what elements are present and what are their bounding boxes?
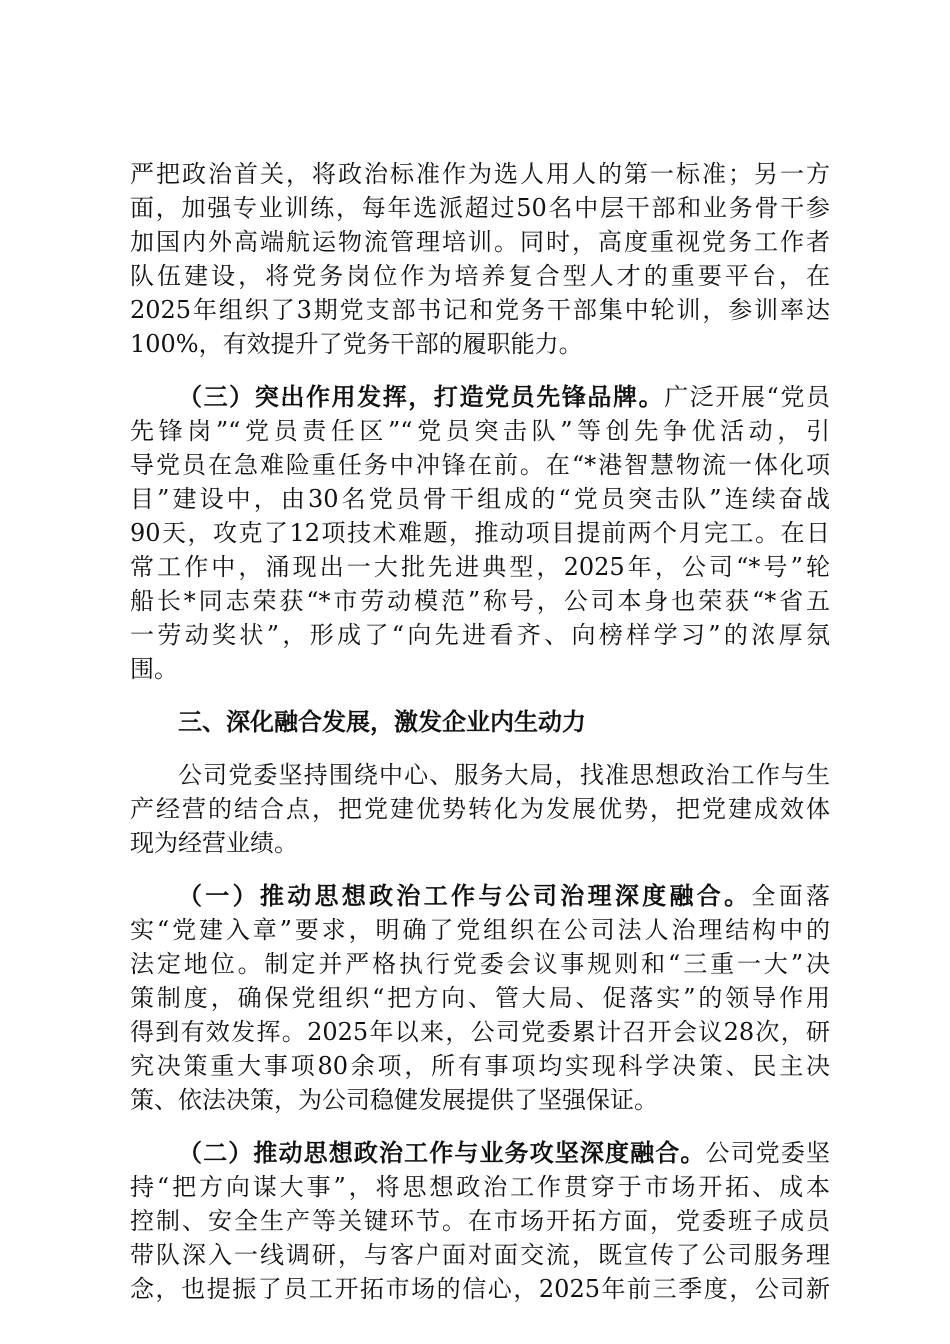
text-line: 带队深入一线调研，与客户面对面交流，既宣传了公司服务理	[130, 1241, 830, 1269]
text-line: 控制、安全生产等关键环节。在市场开拓方面，党委班子成员	[130, 1207, 830, 1235]
text-line: 导党员在急难险重任务中冲锋在前。在“*港智慧物流一体化项	[130, 451, 830, 479]
text-run: 全面落	[751, 882, 830, 910]
text-line: 面，加强专业训练，每年选派超过50名中层干部和业务骨干参	[130, 194, 830, 222]
text-line: 2025年组织了3期党支部书记和党务干部集中轮训，参训率达	[130, 296, 830, 324]
text-line: 公司党委坚持围绕中心、服务大局，找准思想政治工作与生	[178, 761, 830, 789]
text-line: 策、依法决策，为公司稳健发展提供了坚强保证。	[130, 1086, 658, 1114]
paragraph-5	[130, 1136, 830, 1306]
text-line	[130, 1136, 830, 1170]
paragraph-4	[130, 879, 830, 1117]
text-run: 广泛开展“党员	[664, 383, 830, 411]
text-line: 队伍建设，将党务岗位作为培养复合型人才的重要平台，在	[130, 262, 830, 290]
text-line: 实“党建入章”要求，明确了党组织在公司法人治理结构中的	[130, 916, 830, 944]
text-line: 加国内外高端航运物流管理培训。同时，高度重视党务工作者	[130, 228, 830, 256]
document-page	[130, 157, 830, 1306]
text-line: 严把政治首关，将政治标准作为选人用人的第一标准；另一方	[130, 160, 830, 188]
section-heading: 三、深化融合发展，激发企业内生动力	[178, 707, 586, 736]
text-line: 得到有效发挥。2025年以来，公司党委累计召开会议28次，研	[130, 1018, 830, 1046]
paragraph-1	[130, 157, 830, 361]
text-line: 现为经营业绩。	[130, 829, 298, 857]
section-subheading: （一）推动思想政治工作与公司治理深度融合。	[178, 881, 752, 910]
text-line	[130, 380, 830, 414]
text-line: 先锋岗”“党员责任区”“党员突击队”等创先争优活动，引	[130, 417, 830, 445]
paragraph-2	[130, 380, 830, 686]
section-subheading: （三）突出作用发挥，打造党员先锋品牌。	[178, 382, 665, 411]
text-line: 持“把方向谋大事”，将思想政治工作贯穿于市场开拓、成本	[130, 1173, 830, 1201]
text-line: 常工作中，涌现出一大批先进典型，2025年，公司“*号”轮	[130, 553, 830, 581]
text-line: 围。	[130, 655, 178, 683]
text-line: 产经营的结合点，把党建优势转化为发展优势，把党建成效体	[130, 795, 830, 823]
text-line: 100%，有效提升了党务干部的履职能力。	[130, 330, 583, 358]
text-line: 念，也提振了员工开拓市场的信心，2025年前三季度，公司新	[130, 1275, 830, 1303]
text-line: 策制度，确保党组织“把方向、管大局、促落实”的领导作用	[130, 984, 830, 1012]
text-line: 目”建设中，由30名党员骨干组成的“党员突击队”连续奋战	[130, 485, 830, 513]
text-line: 90天，攻克了12项技术难题，推动项目提前两个月完工。在日	[130, 519, 830, 547]
section-subheading: （二）推动思想政治工作与业务攻坚深度融合。	[178, 1138, 706, 1167]
text-line: 法定地位。制定并严格执行党委会议事规则和“三重一大”决	[130, 950, 830, 978]
text-run: 公司党委坚	[705, 1139, 831, 1167]
text-line: 一劳动奖状”，形成了“向先进看齐、向榜样学习”的浓厚氛	[130, 621, 830, 649]
text-line	[130, 879, 830, 913]
paragraph-3	[130, 758, 830, 860]
text-line: 船长*同志荣获“*市劳动模范”称号，公司本身也荣获“*省五	[130, 587, 830, 615]
text-line: 究决策重大事项80余项，所有事项均实现科学决策、民主决	[130, 1052, 830, 1080]
